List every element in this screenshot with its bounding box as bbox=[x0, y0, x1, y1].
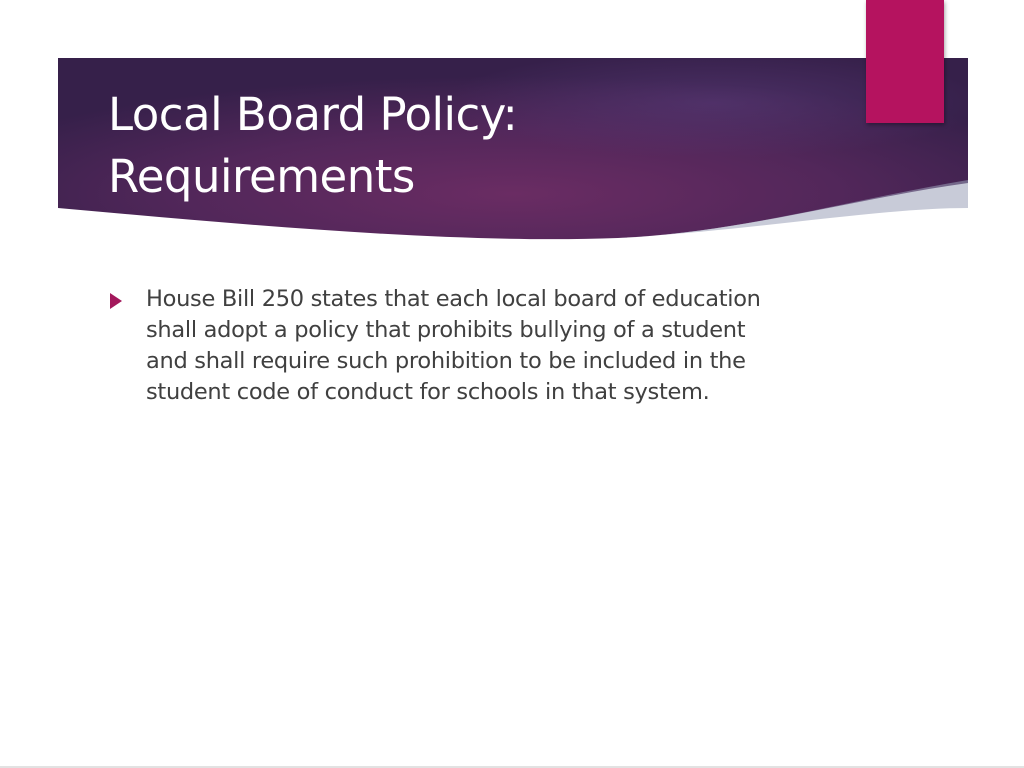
slide-content bbox=[108, 284, 768, 408]
title-line-1: Local Board Policy: bbox=[108, 88, 518, 141]
triangle-right-icon bbox=[110, 293, 122, 309]
slide-title bbox=[108, 84, 828, 208]
accent-tab bbox=[866, 0, 944, 123]
title-line-2: Requirements bbox=[108, 150, 415, 203]
bullet-text: House Bill 250 states that each local board of education shall adopt a policy that prohibits bullying of a student and shall require such prohibition to be included in the student code of conduct for schools in that system. bbox=[146, 286, 761, 405]
bullet-item bbox=[108, 284, 768, 408]
